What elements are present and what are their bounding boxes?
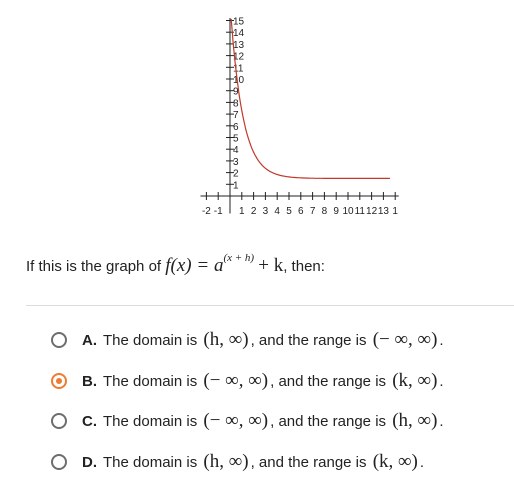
- option-text: , and the range is: [270, 372, 387, 390]
- y-tick-label: 3: [233, 156, 239, 168]
- option-d[interactable]: [0, 442, 514, 483]
- exponential-graph: [0, 0, 514, 235]
- option-letter: B.: [82, 372, 97, 390]
- range-interval: (h, ∞): [392, 410, 438, 432]
- x-tick-label: -2: [201, 206, 211, 217]
- function-exponent: (x + h): [223, 252, 255, 264]
- x-tick-label: 1: [392, 206, 398, 217]
- option-end: .: [439, 413, 444, 431]
- radio-button-c[interactable]: [51, 413, 67, 429]
- domain-interval: (− ∞, ∞): [203, 369, 269, 391]
- x-tick-label: 13: [377, 206, 389, 217]
- y-axis: [226, 17, 245, 214]
- function-tail: + k: [258, 255, 284, 276]
- option-a[interactable]: [0, 320, 514, 361]
- option-text: , and the range is: [270, 413, 387, 431]
- y-tick-label: 9: [233, 86, 239, 98]
- domain-interval: (h, ∞): [203, 329, 249, 351]
- y-tick-label: 12: [233, 51, 245, 63]
- function-curve: [231, 16, 390, 179]
- y-tick-label: 14: [233, 28, 245, 40]
- option-letter: C.: [82, 413, 97, 431]
- x-tick-label: 2: [250, 206, 257, 217]
- option-text: , and the range is: [250, 332, 367, 350]
- option-text: The domain is: [103, 413, 198, 431]
- x-tick-label: 8: [321, 206, 328, 217]
- option-b[interactable]: [0, 361, 514, 402]
- x-tick-label: 5: [286, 206, 292, 217]
- x-tick-label: 1: [239, 206, 245, 217]
- question-prefix: If this is the graph of: [26, 258, 162, 275]
- option-text: , and the range is: [250, 454, 367, 472]
- y-tick-label: 15: [233, 16, 245, 28]
- range-interval: (− ∞, ∞): [372, 329, 438, 351]
- x-tick-label: 9: [333, 206, 339, 217]
- y-tick-label: 5: [233, 133, 239, 145]
- y-tick-label: 1: [233, 180, 239, 192]
- range-interval: (k, ∞): [392, 369, 438, 391]
- option-end: .: [439, 372, 444, 390]
- y-tick-label: 10: [233, 75, 245, 86]
- y-tick-label: 2: [233, 168, 239, 180]
- option-text: The domain is: [103, 454, 198, 472]
- radio-button-d[interactable]: [51, 454, 67, 470]
- y-tick-label: 7: [233, 110, 239, 122]
- function-lhs: f(x) = a: [165, 255, 224, 276]
- y-tick-label: 6: [233, 121, 239, 133]
- x-tick-label: 7: [309, 206, 316, 217]
- x-tick-label: -1: [213, 206, 223, 217]
- x-tick-label: 10: [342, 206, 354, 217]
- option-end: .: [419, 454, 425, 472]
- domain-interval: (h, ∞): [203, 451, 249, 473]
- option-end: .: [439, 332, 444, 350]
- x-tick-label: 11: [354, 206, 365, 217]
- answer-options: [0, 320, 514, 482]
- x-tick-label: 12: [366, 206, 378, 217]
- y-tick-label: 13: [233, 39, 245, 51]
- radio-button-a[interactable]: [51, 332, 67, 348]
- y-tick-label: 11: [233, 63, 244, 75]
- x-tick-label: 4: [274, 206, 280, 217]
- x-tick-label: 3: [262, 206, 269, 217]
- option-c[interactable]: [0, 401, 514, 442]
- x-tick-label: 6: [298, 206, 304, 217]
- question-text: [26, 244, 506, 290]
- radio-button-b[interactable]: [51, 373, 67, 389]
- y-tick-label: 8: [233, 98, 239, 110]
- question-suffix: , then:: [283, 258, 325, 275]
- option-letter: D.: [82, 454, 97, 472]
- domain-interval: (− ∞, ∞): [203, 410, 269, 432]
- y-tick-label: 4: [233, 145, 239, 157]
- option-text: The domain is: [103, 372, 198, 390]
- option-letter: A.: [82, 332, 97, 350]
- option-text: The domain is: [103, 332, 198, 350]
- divider: [26, 305, 514, 306]
- range-interval: (k, ∞): [372, 451, 418, 473]
